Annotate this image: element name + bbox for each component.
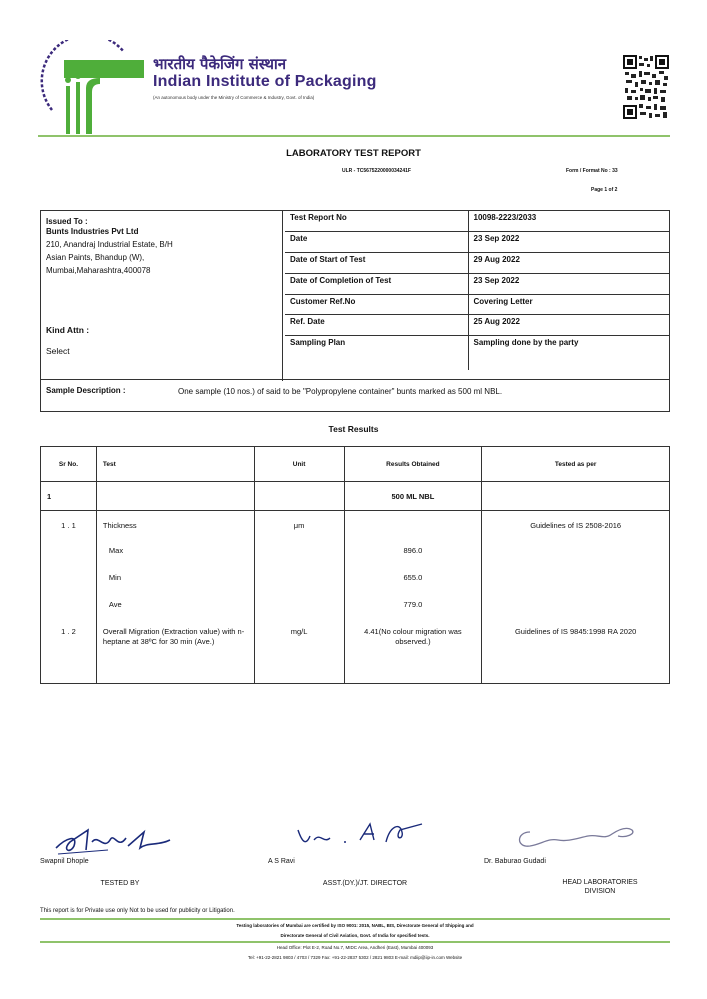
signature-head [508,816,648,856]
kind-attn-label: Kind Attn : [46,325,90,335]
srno-cell: 1 [41,482,97,511]
col-header-result: Results Obtained [344,447,482,482]
result-cell: 655.0 [344,565,482,592]
table-row [41,619,670,684]
srno-cell [41,538,97,565]
test-cell: Min [96,565,254,592]
srno-cell [41,592,97,619]
srno-cell: 1 . 2 [41,619,97,684]
detail-value: 10098-2223/2033 [468,211,669,232]
detail-value: Sampling done by the party [468,336,669,370]
signatory-role: TESTED BY [100,880,140,887]
sample-description-box [40,380,670,412]
table-row [41,565,670,592]
detail-value: 23 Sep 2022 [468,273,669,294]
test-cell: Thickness [96,511,254,538]
org-name-hindi: भारतीय पैकेजिंग संस्थान [153,55,287,73]
report-details-table [285,211,669,370]
table-row [285,336,669,370]
col-header-test: Test [96,447,254,482]
footer-address: Head Office: Plot E-2, Road No.7, MIDC Area, Andheri (East), Mumbai 400093 [276,945,434,950]
signatory-name: A S Ravi [268,858,295,865]
table-row [41,482,670,511]
unit-cell: μm [254,511,344,538]
test-cell: Ave [96,592,254,619]
tested-as-per-cell: Guidelines of IS 2508-2016 [482,511,670,538]
tested-as-per-cell [482,482,670,511]
tested-as-per-cell [482,592,670,619]
test-results-table [40,446,670,684]
col-header-tested-as-per: Tested as per [482,447,670,482]
test-results-title: Test Results [328,424,379,434]
org-subtitle: (An autonomous body under the Ministry of Commerce & Industry, Govt. of India) [153,95,315,100]
footer-contact: Tel: +91-22-2821 9803 / 4703 / 7329 Fax: +91-22-2837 5302 / 2821 9803 E-mail: mdiip@iip-in.com Website [247,955,463,960]
detail-value: 25 Aug 2022 [468,315,669,336]
qr-code-icon [622,52,670,122]
kind-attn-value: Select [46,346,70,356]
detail-value: 23 Sep 2022 [468,232,669,253]
issued-to-company: Bunts Industries Pvt Ltd [46,227,139,236]
detail-key: Date of Completion of Test [285,273,468,294]
unit-cell: mg/L [254,619,344,684]
letterhead [38,40,670,140]
address-line: Mumbai,Maharashtra,400078 [46,266,151,275]
detail-value: 29 Aug 2022 [468,253,669,274]
address-line: 210, Anandraj Industrial Estate, B/H [46,240,173,249]
srno-cell: 1 . 1 [41,511,97,538]
signatory-name: Swapnil Dhople [40,858,89,865]
ulr-number: ULR - TC5675220000034241F [342,168,411,174]
table-row [285,315,669,336]
detail-key: Ref. Date [285,315,468,336]
result-cell: 4.41(No colour migration was observed.) [344,619,482,684]
footer-accreditation: Testing laboratories of Mumbai are certified by ISO 9001: 2015, NABL, BIS, Directorate General of Shipping and [236,923,474,928]
signature-tested-by [48,820,178,860]
test-cell [96,482,254,511]
report-title: LABORATORY TEST REPORT [286,148,421,159]
org-name: Indian Institute of Packaging [153,73,377,90]
test-cell: Max [96,538,254,565]
header-divider [38,135,670,137]
tested-as-per-cell [482,538,670,565]
signatory-role: ASST.(DY.)/JT. DIRECTOR [322,880,408,887]
table-row [285,294,669,315]
sample-description-value: One sample (10 nos.) of said to be "Polypropylene container" bunts marked as 500 ml NBL. [178,387,503,396]
result-cell [344,511,482,538]
disclaimer-text: This report is for Private use only Not to be used for publicity or Litigation. [40,908,235,914]
unit-cell [254,565,344,592]
iip-logo [38,40,148,136]
table-row [41,538,670,565]
detail-key: Test Report No [285,211,468,232]
tested-as-per-cell [482,565,670,592]
sample-description-label: Sample Description : [46,386,126,395]
unit-cell [254,482,344,511]
table-row [41,511,670,538]
detail-value: Covering Letter [468,294,669,315]
detail-key: Customer Ref.No [285,294,468,315]
signature-asst-director [290,812,430,852]
report-info-box [40,210,670,380]
col-header-srno: Sr No. [41,447,97,482]
detail-key: Date [285,232,468,253]
address-line: Asian Paints, Bhandup (W), [46,253,145,262]
signatory-name: Dr. Baburao Gudadi [484,858,546,865]
result-cell: 779.0 [344,592,482,619]
issued-to-section [41,211,283,381]
detail-key: Sampling Plan [285,336,468,370]
table-row [285,253,669,274]
signatory-role: HEAD LABORATORIES DIVISION [562,879,638,895]
footer-divider [40,918,670,920]
result-cell: 500 ML NBL [344,482,482,511]
table-row [285,211,669,232]
tested-as-per-cell: Guidelines of IS 9845:1998 RA 2020 [482,619,670,684]
test-cell: Overall Migration (Extraction value) with n-heptane at 38ºC for 30 min (Ave.) [96,619,254,684]
col-header-unit: Unit [254,447,344,482]
page-indicator: Page 1 of 2 [591,187,618,193]
table-row [41,592,670,619]
footer-divider [40,941,670,943]
result-cell: 896.0 [344,538,482,565]
detail-key: Date of Start of Test [285,253,468,274]
issued-to-label: Issued To : [46,217,88,226]
footer-accreditation: Directorate General of Civil Aviation, Govt. of India for specified tests. [280,933,430,938]
table-header-row [41,447,670,482]
unit-cell [254,592,344,619]
table-row [285,232,669,253]
issued-to-address [46,238,277,277]
table-row [285,273,669,294]
srno-cell [41,565,97,592]
form-format-number: Form / Format No : 33 [566,168,618,174]
unit-cell [254,538,344,565]
